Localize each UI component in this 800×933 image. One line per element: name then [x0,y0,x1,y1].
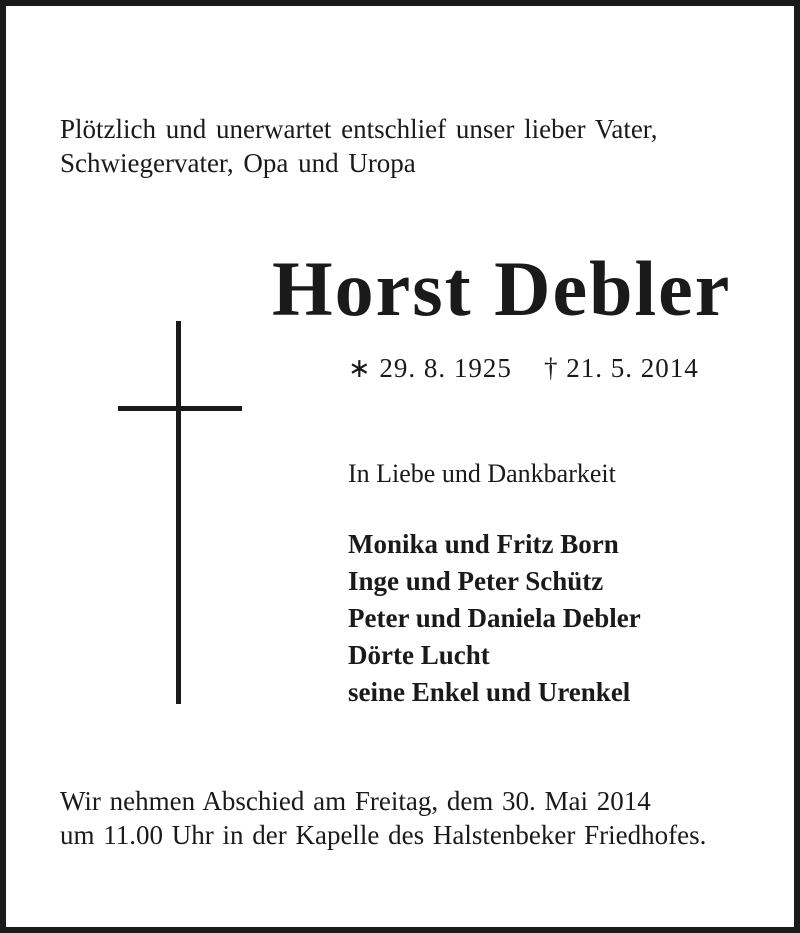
mourner-item: Monika und Fritz Born [348,529,619,559]
farewell-text [60,784,760,852]
cross-vertical-bar [176,321,181,704]
mourners-list [348,526,641,711]
mourner-item: Peter und Daniela Debler [348,603,641,633]
deceased-name: Horst Debler [272,245,732,332]
mourner-item: Dörte Lucht [348,640,490,670]
intro-text [60,112,760,180]
intro-line-1: Plötzlich und unerwartet entschlief unser lieber Vater, [60,114,658,144]
death-date: † 21. 5. 2014 [544,353,699,383]
cross-horizontal-bar [118,406,242,411]
thanks-text: In Liebe und Dankbarkeit [348,459,616,488]
mourner-item: seine Enkel und Urenkel [348,677,631,707]
farewell-line-2: um 11.00 Uhr in der Kapelle des Halstenbeker Friedhofes. [60,820,707,850]
intro-line-2: Schwiegervater, Opa und Uropa [60,148,416,178]
birth-date: ∗ 29. 8. 1925 [348,353,512,383]
farewell-line-1: Wir nehmen Abschied am Freitag, dem 30. Mai 2014 [60,786,651,816]
mourner-item: Inge und Peter Schütz [348,566,604,596]
